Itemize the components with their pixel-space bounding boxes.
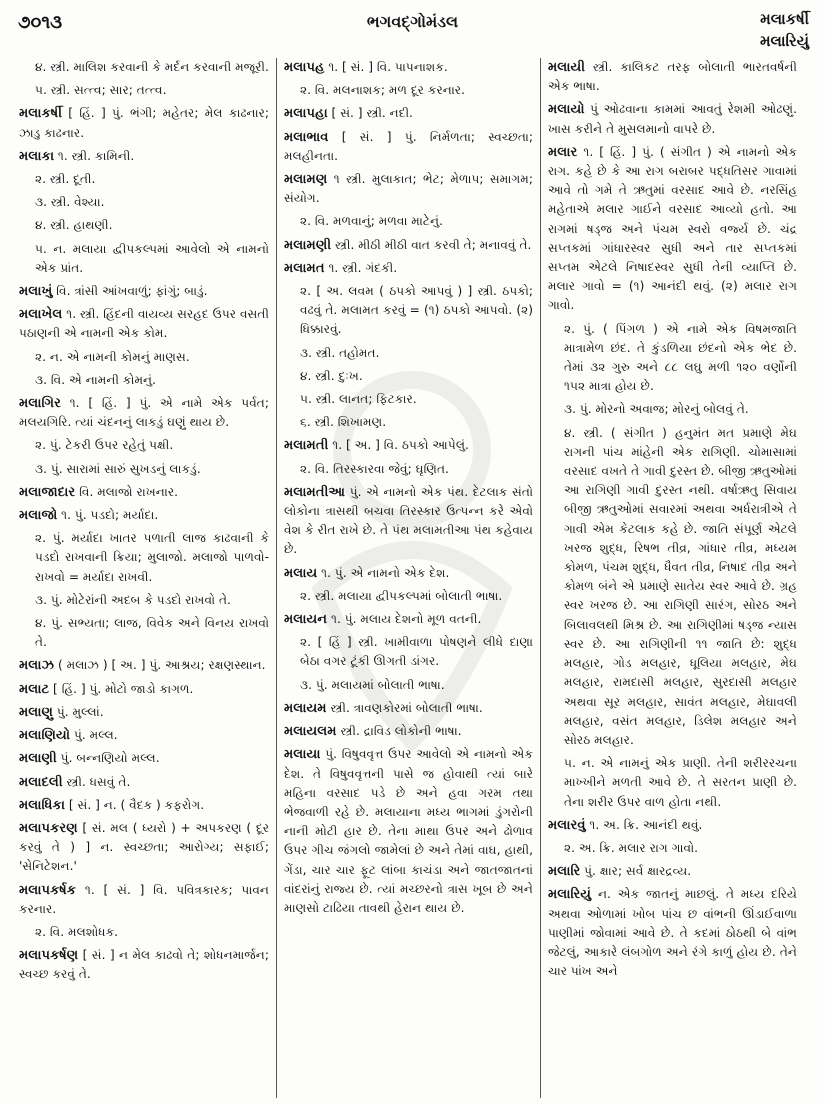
headword: મલારિ (548, 864, 581, 880)
definition-text: ૨. વિ. તિરસ્કારવા જેવું; ઘૃણિત. (300, 461, 449, 476)
definition-text: ૩. વિ. એ નામની કોમનું. (35, 372, 157, 387)
definition-text: પું. એ નામનો એક પંથ. દેટલાક સંતો લોકોના ત્રાસથી બચવા તિરસ્કાર ઉત્પન્ન કરે એવો વેશ કે રીત રાખે છે. તે પંથ મલામતીઆ પંથ કહેવાય છે. (284, 484, 533, 557)
dictionary-entry (284, 564, 533, 583)
sense-line (19, 460, 269, 479)
definition-text: ૨. વિ. મળવાનું; મળવા માટેનું. (300, 214, 443, 229)
definition-text: ૬. સ્ત્રી. શિખામણ. (300, 415, 387, 430)
dictionary-entry (19, 819, 269, 877)
headword: મલાપકર્ષક (19, 882, 77, 898)
sense-line (284, 81, 533, 100)
headword: મલાણુ (19, 704, 54, 720)
definition-text: ૩. પું. મલાયમાં બોલાતી ભાષા. (300, 677, 445, 692)
sense-line (19, 348, 269, 367)
headword: મલાયા (284, 747, 321, 763)
dictionary-entry (19, 305, 269, 343)
headword: મલાયલમ (284, 724, 337, 740)
definition-text: સ્ત્રી. ધસવું તે. (62, 774, 131, 789)
dictionary-entry (548, 816, 797, 835)
headword: મલાપહા (284, 106, 328, 122)
headword: મલાખેલ (19, 307, 63, 323)
sense-line (284, 344, 533, 363)
definition-text: ૨. પું. મર્યાદા ખાતર પળાતી લાજ કાઢવાની કે પડદો રાખવાની ક્રિયા; મુલાજો. મલાજો પાળવો-રાખવો = મર્યાદા રાખવી. (35, 531, 269, 584)
sense-line (19, 529, 269, 587)
page-number: ૭૦૧૩ (18, 12, 63, 33)
definition-text: ૧. સ્ત્રી. કામિની. (54, 148, 135, 163)
dictionary-entry (548, 862, 797, 881)
guide-word-first: મલાકર્ષી (760, 10, 809, 28)
headword: મલાયમ (284, 700, 327, 716)
definition-text: ૨. વિ. મલનાશક; મળ દૂર કરનાર. (300, 83, 465, 98)
dictionary-entry (19, 796, 269, 815)
sense-line (19, 193, 269, 212)
dictionary-entry (284, 483, 533, 560)
guide-word-last: મલારિયું (759, 32, 809, 50)
definition-text: પું ઓઢવાના કામમાં આવતું રેશમી ઓઢણું. ખાસ કરીને તે મુસલમાનો વાપરે છે. (548, 102, 797, 136)
headword: મલાણી (19, 751, 57, 767)
definition-text: ૩. સ્ત્રી. વેશ્યા. (35, 195, 105, 210)
sense-line (284, 633, 533, 671)
dictionary-entry (284, 436, 533, 455)
dictionary-entry (284, 722, 533, 741)
definition-text: ૫. ન. એ નામનું એક પ્રાણી. તેની શરીરરચના માખ્ખીને મળતી આવે છે. તે સરતન પ્રાણી છે. તેના શરીર ઉપર વાળ હોતા નથી. (564, 756, 797, 809)
definition-text: ૧. [ સં. ] વિ. પાપનાશક. (324, 60, 448, 74)
definition-text: ૨. ન. એ નામની કોમનું માણસ. (35, 349, 190, 364)
dictionary-entry (19, 282, 269, 301)
headword: મલાઝ (19, 658, 55, 674)
dictionary-entry (284, 58, 533, 77)
definition-text: ૩. પું. મોટેરાંની અદબ કે પડદો રાખવો તે. (35, 592, 231, 607)
dictionary-entry (284, 259, 533, 278)
sense-line (284, 282, 533, 340)
definition-text: [ સં. ] પું. નિર્મળતા; સ્વચ્છતા; મલહીનતા. (284, 129, 533, 163)
dictionary-entry (284, 128, 533, 166)
column-1 (12, 58, 276, 1098)
sense-line (284, 587, 533, 606)
dictionary-entry (19, 506, 269, 525)
definition-text: ૪. પું. સભ્યતા; લાજ, વિવેક અને વિનય રાખવો તે. (35, 616, 269, 650)
definition-text: ૫. ન. મલાયા દ્વીપકલ્પમાં આવેલો એ નામનો એક પ્રાંત. (35, 241, 269, 275)
definition-text: પું. મલ્લ. (70, 728, 118, 743)
dictionary-columns (12, 58, 815, 1098)
dictionary-entry (284, 170, 533, 208)
sense-line (548, 320, 797, 397)
dictionary-entry (548, 100, 797, 138)
definition-text: ૩. પું. મોરનો અવાજ; મોરનું બોલવું તે. (564, 402, 749, 417)
headword: મલાપહ (284, 60, 325, 75)
definition-text: ૧. [ હિં. ] પું. ( સંગીત ) એ નામનો એક રાગ. કહે છે કે આ રાગ બરાબર પદ્ધતિસર ગાવામાં આવે તો ગમે તે ઋતુમાં વરસાદ આવે છે. નરસિંહ મહેતાએ મલાર ગાઈને વરસાદ આવ્યો હતો. આ રાગમાં ષડ્જ અને પંચમ સ્વરો વર્જ્ય છે. ચંદ્ર સપ્તકમાં ગાંધારસ્વર સુધી અને તાર સપ્તકમાં સપ્તમ એટલે નિષાદસ્વર સુધી તેની વ્યાપ્તિ છે. મલાર ગાવો = (૧) આનંદી થવું. (૨) મલાર રાગ ગાવો. (548, 144, 797, 313)
sense-line (19, 591, 269, 610)
sense-line (19, 216, 269, 235)
sense-line (548, 754, 797, 812)
definition-text: ૩. સ્ત્રી. તહોમત. (300, 345, 380, 360)
definition-text: ૧. [ સં. ] વિ. પવિત્રકારક; પાવન કરનાર. (19, 882, 269, 916)
headword: મલાભાવ (284, 129, 329, 145)
sense-line (284, 212, 533, 231)
definition-text: ૨. અ. ક્રિ. મલાર રાગ ગાવો. (564, 840, 699, 855)
sense-line (548, 400, 797, 419)
definition-text: પું. મુલ્લાં. (53, 704, 104, 719)
definition-text: ૧ સ્ત્રી. મુલાકાત; ભેટ; મેળાપ; સમાગમ; સંયોગ. (284, 172, 533, 206)
headword: મલાદલી (19, 774, 63, 790)
headword: મલાય (284, 565, 318, 581)
definition-text: ૫. સ્ત્રી. સત્ત્વ; સાર; તત્ત્વ. (35, 83, 167, 98)
dictionary-entry (284, 699, 533, 718)
headword: મલાગિર (19, 396, 61, 412)
headword: મલાપકર્ષણ (19, 948, 79, 964)
sense-line (19, 58, 269, 77)
definition-text: ( મલાઝ ) [ અ. ] પું. આશ્રય; રક્ષણસ્થાન. (54, 658, 266, 673)
definition-text: ૨. સ્ત્રી. દૂતી. (35, 172, 96, 187)
headword: મલાયન (284, 612, 328, 628)
dictionary-entry (19, 726, 269, 745)
definition-text: ૩. પું. સારામાં સારું સુખડનું લાકડું. (35, 461, 201, 476)
headword: મલાકા (19, 148, 55, 164)
definition-text: ૧. [ અ. ] વિ. ઠપકો આપેલું. (328, 438, 469, 453)
definition-text: ૨. [ હિં ] સ્ત્રી. ખામીવાળા પોષણને લીધે દાણા બેઠા વગર ટૂંકી ઊગતી ડાંગર. (300, 635, 533, 669)
definition-text: વિ. ત્રાંસી આંખવાળું; ફાંગું; બાડું. (52, 284, 208, 299)
dictionary-entry (548, 885, 797, 981)
page-header (0, 0, 825, 58)
dictionary-entry (19, 881, 269, 919)
dictionary-entry (548, 143, 797, 316)
definition-text: ૧. અ. ક્રિ. આનંદી થવું. (585, 817, 703, 832)
sense-line (19, 614, 269, 652)
sense-line (19, 371, 269, 390)
sense-line (548, 839, 797, 858)
definition-text: [ હિં. ] પું. ભંગી; મહેતર; મેલ કાઢનાર; ઝાડુ કાઢનાર. (19, 106, 269, 140)
definition-text: [ સં. ] ન મેલ કાઢવો તે; શોધનમાર્જન; સ્વચ્છ કરવું તે. (19, 948, 269, 982)
column-2 (276, 58, 540, 1098)
definition-text: સ્ત્રી. મીઠી મીઠી વાત કરવી તે; મનાવવું તે. (331, 237, 532, 252)
definition-text: પું. ક્ષાર; સર્વ ક્ષારદ્રવ્ય. (580, 864, 692, 879)
definition-text: [ સં. ] ન. ( વૈદક ) કફરોગ. (64, 797, 205, 812)
dictionary-entry (19, 394, 269, 432)
headword: મલાજો (19, 508, 58, 524)
definition-text: ૪. સ્ત્રી. માલિશ કરવાની કે મર્દન કરવાની મજૂરી. (35, 60, 269, 74)
headword: મલાયો (548, 102, 585, 118)
definition-text: [ સં. ] સ્ત્રી. નદી. (327, 106, 413, 121)
dictionary-entry (19, 946, 269, 984)
sense-line (548, 424, 797, 750)
definition-text: ૫. સ્ત્રી. લાનત; ફિટકાર. (300, 392, 417, 407)
sense-line (19, 240, 269, 278)
headword: મલામતીઆ (284, 484, 346, 500)
headword: મલાખું (19, 284, 53, 300)
dictionary-entry (19, 483, 269, 502)
definition-text: ૧. પું. એ નામનો એક દેશ. (317, 565, 450, 580)
definition-text: વિ. મલાજો રાખનાર. (75, 484, 179, 499)
dictionary-entry (19, 656, 269, 675)
definition-text: પું. વિષુવવૃત્ત ઉપર આવેલો એ નામનો એક દેશ. તે વિષુવવૃત્તની પાસે જ હોવાથી ત્યાં બારે મહિના વરસાદ પડે છે અને હવા ગરમ તથા ભેજવાળી રહે છે. મલાયાના મધ્ય ભાગમાં ડુંગરોની નાની મોટી હાર છે. તેના માથા ઉપર અને ઢોળાવ ઉપર ગીચ જંગલો જામેલાં છે અને તેમાં વાઘ, હાથી, ગેંડા, ચાર ચાર ફૂટ લાંબા કાચંડા અને જાતજાતનાં વાંદરાંનું રાજ્ય છે. ત્યાં મચ્છરનો ત્રાસ ખૂબ છે અને માણસો ટાઢિયા તાવથી હેરાન થાય છે. (284, 747, 533, 915)
dictionary-entry (19, 680, 269, 699)
dictionary-entry (284, 104, 533, 123)
definition-text: ૨. પું. ( પિંગળ ) એ નામે એક વિષમજાતિ માત્રામેળ છંદ. તે કુંડળિયા છંદનો એક ભેદ છે. તેમાં ૩૨ ગુરુ અને ૮૮ લઘુ મળી ૧૨૦ વર્ણોની ૧૫૨ માત્રા હોય છે. (564, 321, 797, 394)
headword: મલાટ (19, 681, 50, 697)
definition-text: ૪. સ્ત્રી. ( સંગીત ) હનુમંત મત પ્રમાણે મેઘ રાગની પાંચ માંહેની એક રાગિણી. ચોમાસામાં વરસાદ વખતે તે ગાવી દુરસ્ત છે. બીજી ઋતુઓમાં આ રાગિણી ગાવી દુરસ્ત નથી. વર્ષાઋતુ સિવાય બીજી ઋતુઓમાં સવારમાં અથવા અર્ધરાત્રીએ તે ગાવી એમ કેટલાક કહે છે. જાતિ સંપૂર્ણ એટલે ખરજ શુદ્ધ, રિષભ તીવ્ર, ગાંધાર તીવ્ર, મધ્યમ કોમળ, પંચમ શુદ્ધ, ધૈવત તીવ્ર, નિષાદ તીવ્ર અને કોમળ બંને એ પ્રમાણે સાતેય સ્વર આવે છે. ગ્રહ સ્વર ખરજ છે. આ રાગિણી સારંગ, સોરઠ અને બિલાવલથી મિશ્ર છે. આ રાગિણીમાં ષડ્જ ન્યાસ સ્વર છે. આ રાગિણીની ૧૧ જાતિ છે: શુદ્ધ મલહાર, ગોડ મલહાર, ધૂલિયા મલહાર, મેઘ મલહાર, રામદાસી મલહાર, સુરદાસી મલહાર અથવા સૂર મલહાર, સાવંત મલહાર, મેઘાવલી મલહાર, વસંત મલહાર, ડિલેશ મલહાર અને સોરઠ મલહાર. (564, 425, 797, 747)
dictionary-entry (284, 610, 533, 629)
definition-text: ૨. પું. ટેકરી ઉપર રહેતું પક્ષી. (35, 438, 174, 453)
sense-line (284, 460, 533, 479)
headword: મલામણ (284, 172, 328, 188)
definition-text: [ હિં. ] પું. મોટો જાડો કાગળ. (49, 681, 194, 696)
headword: મલાપકરણ (19, 820, 78, 836)
definition-text: ૧. [ હિં. ] પું. એ નામે એક પર્વત; મલયગિરિ. ત્યાં ચંદનનું લાકડું ઘણું થાય છે. (19, 396, 269, 430)
dictionary-entry (19, 703, 269, 722)
dictionary-entry (284, 236, 533, 255)
dictionary-entry (19, 147, 269, 166)
definition-text: ૧. સ્ત્રી. ગંદકી. (324, 260, 398, 275)
sense-line (284, 413, 533, 432)
definition-text: સ્ત્રી. કાલિકટ તરફ બોલાતી ભારતવર્ષની એક ભાષા. (548, 60, 797, 94)
definition-text: ૨. વિ. મલશોધક. (35, 924, 119, 939)
sense-line (19, 923, 269, 942)
headword: મલાજાદાર (19, 484, 76, 500)
dictionary-entry (19, 773, 269, 792)
headword: મલાધિકા (19, 797, 65, 813)
headword: મલામત (284, 260, 325, 276)
definition-text: ૧. પું. મલાય દેશનો મૂળ વતની. (327, 612, 482, 627)
running-title: ભગવદ્ગોમંડલ (366, 12, 459, 31)
guide-words (760, 8, 809, 52)
definition-text: ૪. સ્ત્રી. દુઃખ. (300, 368, 363, 383)
definition-text: ૪. સ્ત્રી. હાથણી. (35, 218, 113, 233)
sense-line (284, 367, 533, 386)
dictionary-entry (548, 58, 797, 96)
dictionary-entry (19, 749, 269, 768)
definition-text: સ્ત્રી. ત્રાવણકોરમાં બોલાતી ભાષા. (326, 700, 483, 715)
column-3 (540, 58, 804, 1098)
sense-line (284, 390, 533, 409)
headword: મલામણી (284, 237, 332, 253)
headword: મલાકર્ષી (19, 106, 62, 122)
sense-line (19, 170, 269, 189)
definition-text: પું. બન્નણિયો મલ્લ. (56, 751, 160, 766)
sense-line (19, 436, 269, 455)
definition-text: ૧. સ્ત્રી. હિંદની વાયવ્ય સરહદ ઉપર વસતી પઠાણની એ નામની એક કોમ. (19, 307, 269, 341)
dictionary-entry (19, 104, 269, 142)
definition-text: ન. એક જાતનું માછલું. તે મધ્ય દરિયે અથવા ઓળામાં ખોબ પાંચ છ વાંભની ઊંડાઈવાળા પાણીમાં જોવામાં આવે છે. તે કદમાં ઠોઠથી બે વાંભ જેટલું, આકારે લંબગોળ અને રંગે કાળું હોય છે. તેને ચાર પાંખ અને (548, 887, 797, 979)
sense-line (19, 81, 269, 100)
definition-text: ૨. સ્ત્રી. મલાયા દ્વીપકલ્પમાં બોલાતી ભાષા. (300, 588, 503, 603)
headword: મલારવું (548, 817, 586, 833)
headword: મલાયી (548, 60, 586, 75)
headword: મલારિયું (548, 887, 592, 903)
definition-text: સ્ત્રી. દ્રાવિડ લોકોની ભાષા. (336, 724, 462, 739)
headword: મલાણિયો (19, 728, 71, 744)
dictionary-entry (284, 745, 533, 918)
sense-line (284, 676, 533, 695)
headword: મલાર (548, 144, 578, 160)
definition-text: ૨. [ અ. લવમ ( ઠપકો આપવું ) ] સ્ત્રી. ઠપકો; વઢવું તે. મલામત કરવું = (૧) ઠપકો આપવો. (૨) ધિક્કારવું. (300, 284, 533, 337)
definition-text: [ સં. મલ ( ધ્યરો ) + અપકરણ ( દૂર કરવું તે ) ] ન. સ્વચ્છતા; આરોગ્ય; સફાઈ; 'સેનિટેશન.' (19, 820, 269, 874)
definition-text: ૧. પું. પડદો; મર્યાદા. (57, 508, 159, 523)
headword: મલામતી (284, 438, 329, 454)
